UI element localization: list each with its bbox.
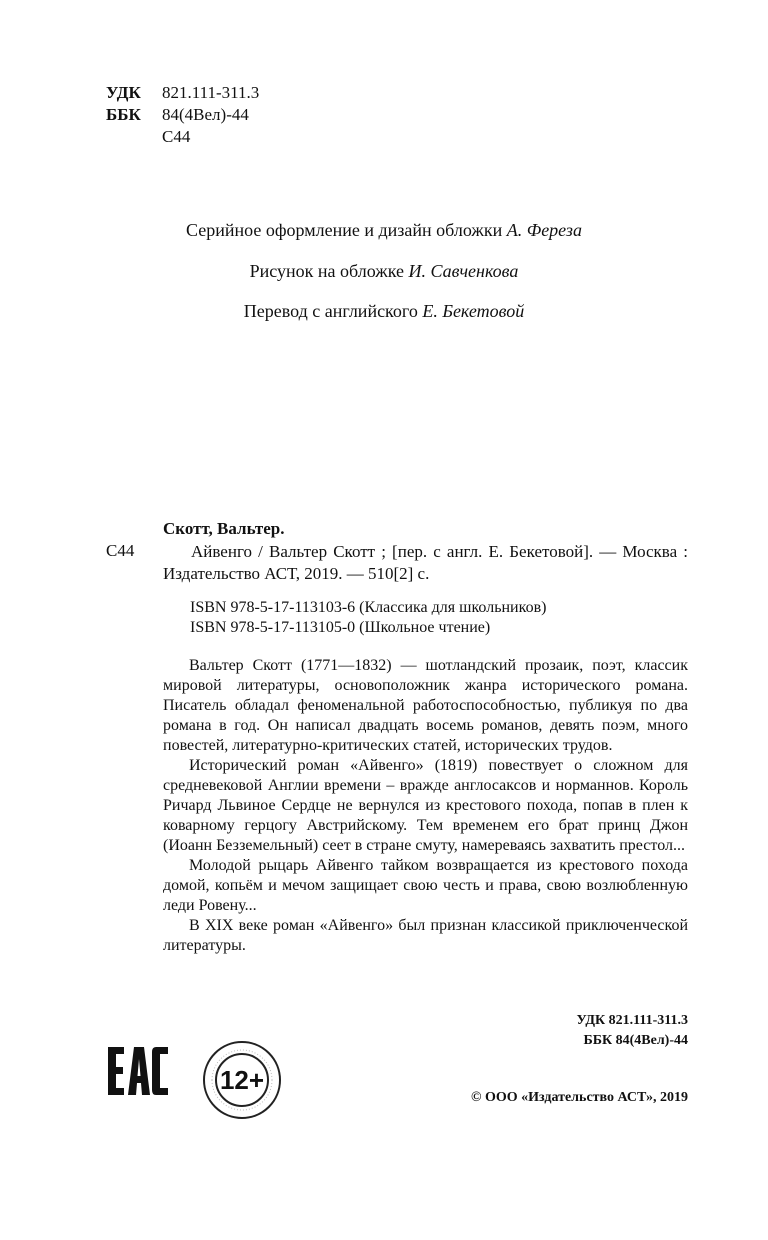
credit-translation-name: Е. Бекетовой — [422, 301, 525, 321]
credit-translation-text: Перевод с английского — [243, 301, 423, 321]
credit-translation — [0, 300, 768, 322]
annotation-paragraph: Вальтер Скотт (1771—1832) — шотландский прозаик, поэт, классик мировой литературы, основоположник жанра исторического романа. Писатель обладал феноменальной работоспособностью, публикуя по два романа в год. Он написал двадцать восемь романов, девять поэм, много повестей, литературно-критических статей, исторических трудов. — [163, 657, 688, 754]
author-mark-row — [106, 126, 259, 148]
bbk-label: ББК — [106, 105, 141, 124]
isbn-2: ISBN 978-5-17-113105-0 (Школьное чтение) — [190, 619, 491, 636]
age-rating-badge-icon — [202, 1040, 282, 1120]
bbk-row — [106, 104, 259, 126]
credit-illustration — [0, 260, 768, 282]
credit-design-text: Серийное оформление и дизайн обложки — [186, 220, 507, 240]
bib-description-text: Айвенго / Вальтер Скотт ; [пер. с англ. Е. Бекетовой]. — Москва : Издательство АСТ, 2019. — 510[2] с. — [163, 542, 688, 583]
credit-illustration-name: И. Савченкова — [408, 261, 519, 281]
eac-mark-icon — [106, 1043, 170, 1099]
annotation-paragraph: В XIX веке роман «Айвенго» был признан классикой приключенческой литературы. — [163, 917, 688, 954]
bbk-bottom: ББК 84(4Вел)-44 — [583, 1033, 688, 1048]
udk-bottom: УДК 821.111-311.3 — [576, 1013, 688, 1028]
isbn-1: ISBN 978-5-17-113103-6 (Классика для школьников) — [190, 599, 547, 616]
udk-label: УДК — [106, 83, 141, 102]
credit-design-name: А. Фереза — [506, 220, 582, 240]
copyright: © ООО «Издательство АСТ», 2019 — [470, 1090, 688, 1105]
credit-illustration-text: Рисунок на обложке — [249, 261, 409, 281]
bib-code: С44 — [106, 541, 135, 560]
bib-description — [163, 541, 688, 585]
annotation — [163, 656, 688, 956]
udk-header — [106, 82, 259, 148]
annotation-paragraph: Исторический роман «Айвенго» (1819) повествует о сложном для средневековой Англии времени – вражде англосаксов и норманнов. Король Ричард Львиное Сердце не вернулся из крестового похода, попав в плен к коварному герцогу Австрийскому. Тем временем его брат принц Джон (Иоанн Безземельный) сеет в стране смуту, намереваясь захватить престол... — [163, 757, 688, 854]
bib-author: Скотт, Вальтер. — [163, 519, 285, 538]
udk-row — [106, 82, 259, 104]
author-mark: С44 — [162, 127, 191, 146]
annotation-paragraph: Молодой рыцарь Айвенго тайком возвращается из крестового похода домой, копьём и мечом защищает свою честь и права, свою возлюбленную леди Ровену... — [163, 857, 688, 914]
credit-design — [0, 219, 768, 241]
age-rating: 12+ — [219, 1065, 265, 1095]
bbk-value: 84(4Вел)-44 — [162, 105, 249, 124]
udk-value: 821.111-311.3 — [162, 83, 260, 102]
